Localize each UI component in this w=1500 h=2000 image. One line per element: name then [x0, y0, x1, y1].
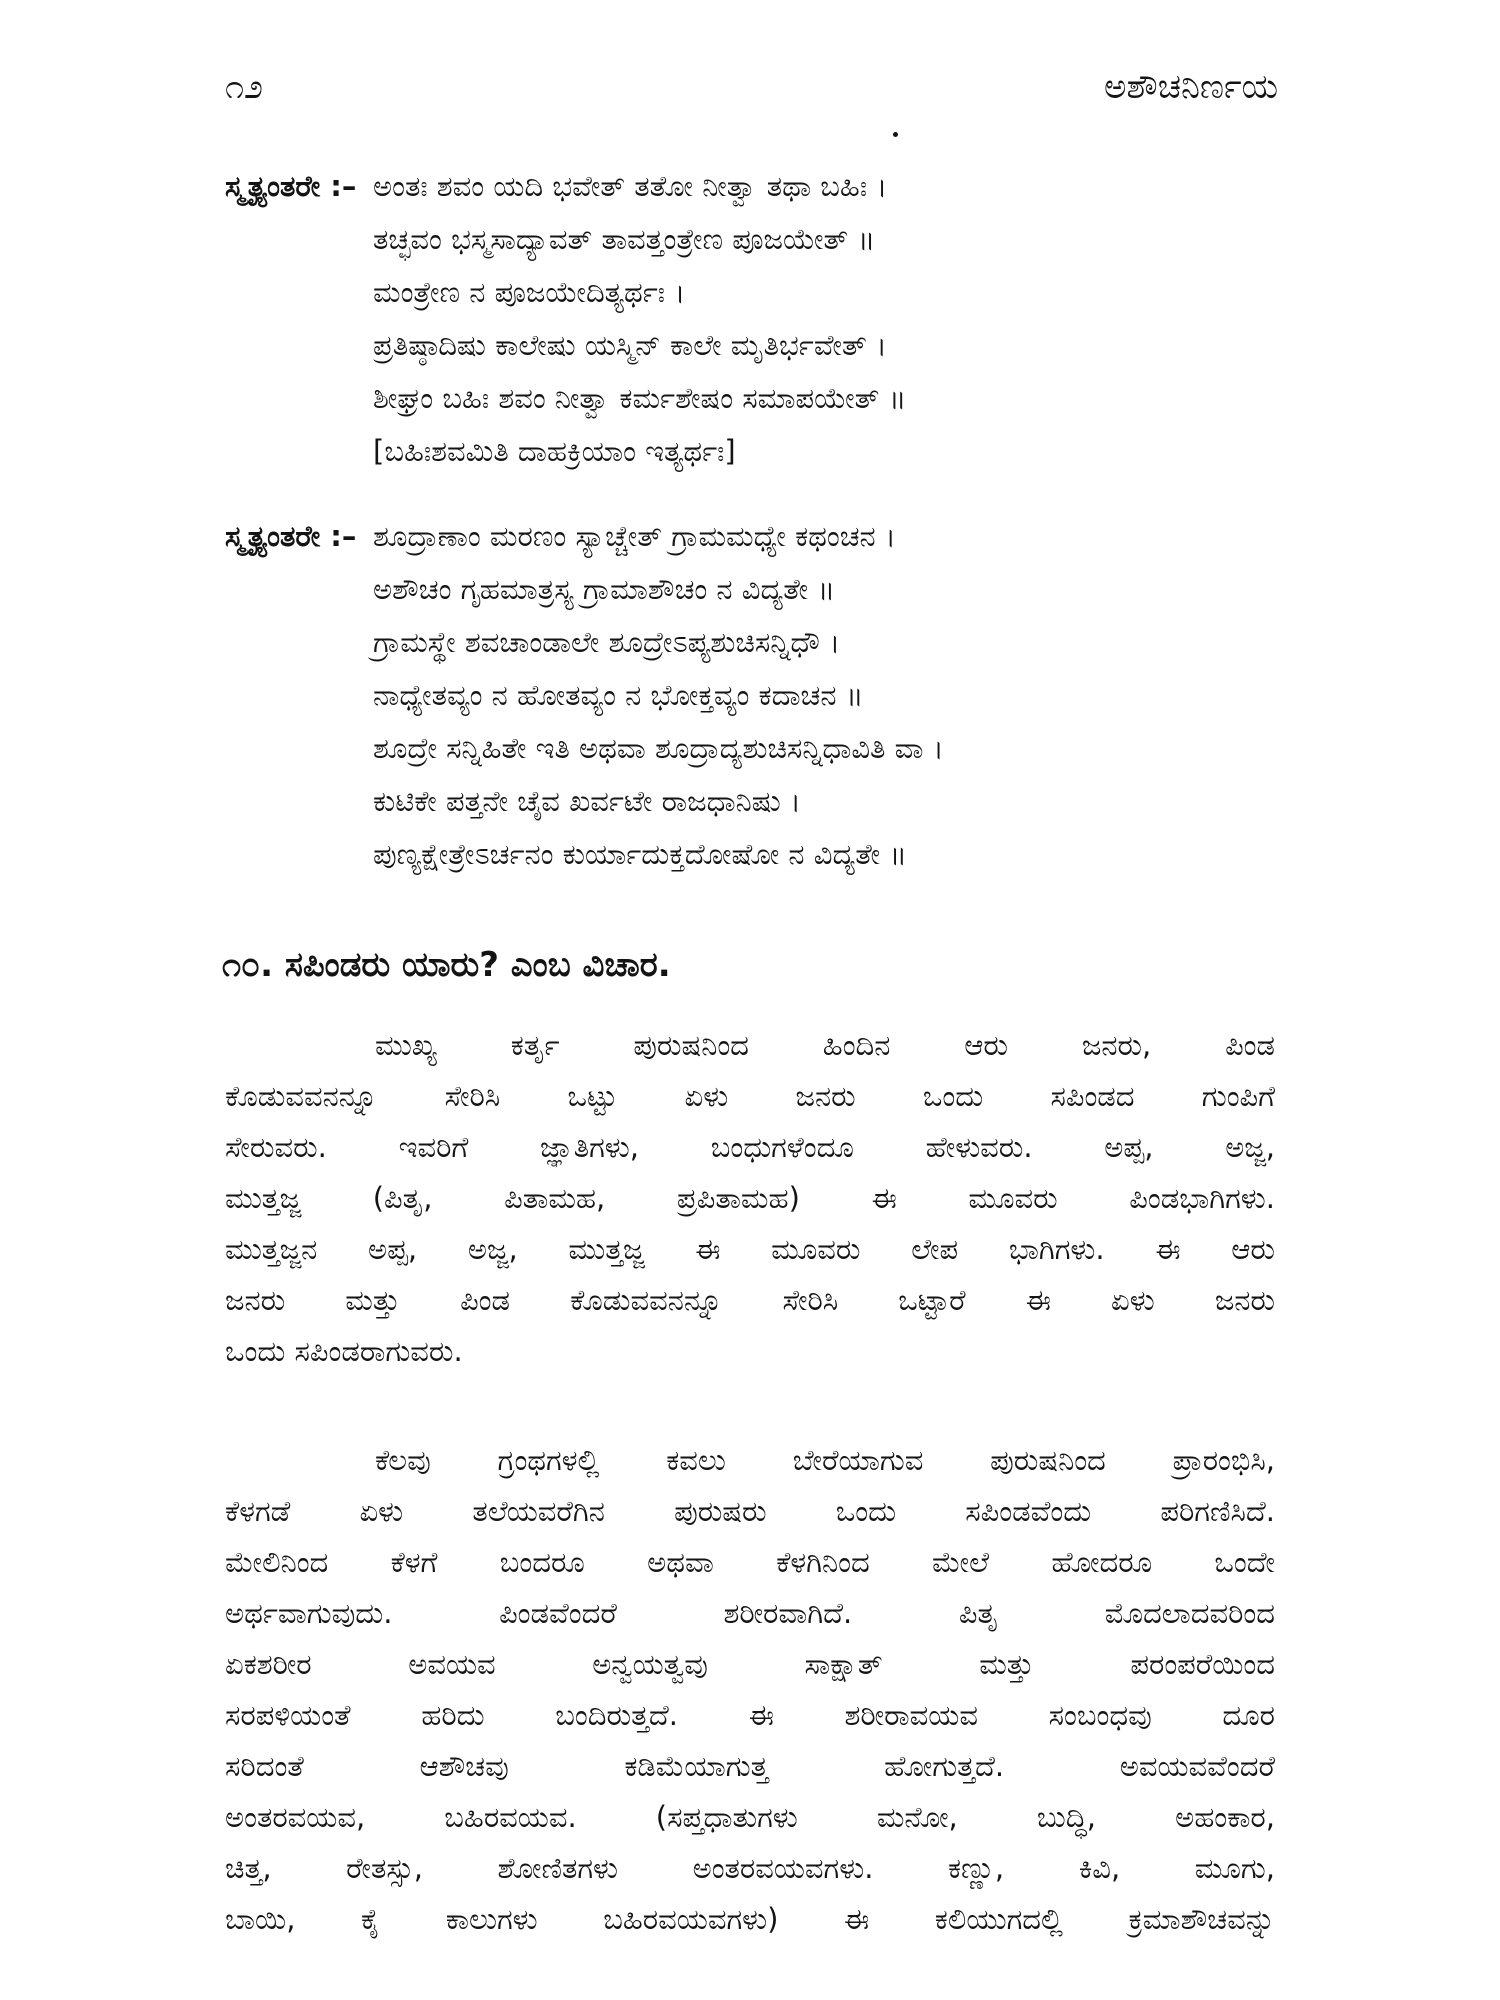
- paragraph-line: ಬಾಯಿ, ಕೈ ಕಾಲುಗಳು ಬಹಿರವಯವಗಳು) ಈ ಕಲಿಯುಗದಲ್ಲಿ ಕ್ರಮಾಶೌಚವನ್ನು: [225, 1902, 1275, 1936]
- verse-line: ಕುಟಿಕೇ ಪತ್ತನೇ ಚೈವ ಖರ್ವಟೇ ರಾಜಧಾನಿಷು ।: [373, 784, 801, 818]
- verse-label: ಸ್ಮೃತ್ಯಂತರೇ :–: [225, 169, 357, 203]
- paragraph-line: ಮೇಲಿನಿಂದ ಕೆಳಗೆ ಬಂದರೂ ಅಥವಾ ಕೆಳಗಿನಿಂದ ಮೇಲೆ ಹೋದರೂ ಒಂದೇ: [225, 1545, 1275, 1579]
- paragraph-line: ಕೆಲವು ಗ್ರಂಥಗಳಲ್ಲಿ ಕವಲು ಬೇರೆಯಾಗುವ ಪುರುಷನಿಂದ ಪ್ರಾರಂಭಿಸಿ,: [375, 1443, 1275, 1477]
- paragraph-line: ಜನರು ಮತ್ತು ಪಿಂಡ ಕೊಡುವವನನ್ನೂ ಸೇರಿಸಿ ಒಟ್ಟಾರೆ ಈ ಏಳು ಜನರು: [225, 1283, 1275, 1317]
- verse-line: ಪ್ರತಿಷ್ಠಾದಿಷು ಕಾಲೇಷು ಯಸ್ಮಿನ್ ಕಾಲೇ ಮೃತಿರ್ಭವೇತ್ ।: [373, 328, 887, 362]
- paragraph-line: ಏಕಶರೀರ ಅವಯವ ಅನ್ವಯತ್ವವು ಸಾಕ್ಷಾತ್ ಮತ್ತು ಪರಂಪರೆಯಿಂದ: [225, 1647, 1275, 1681]
- verse-line: ಗ್ರಾಮಸ್ಥೇ ಶವಚಾಂಡಾಲೇ ಶೂದ್ರೇಽಪ್ಯಶುಚಿಸನ್ನಿಧೌ ।: [373, 625, 841, 659]
- paragraph-1: [225, 1020, 1275, 1377]
- paragraph-line: ಒಂದು ಸಪಿಂಡರಾಗುವರು.: [225, 1334, 463, 1368]
- paragraph-2: [225, 1435, 1275, 1945]
- paragraph-line: ಸೇರುವರು. ಇವರಿಗೆ ಜ್ಞಾತಿಗಳು, ಬಂಧುಗಳೆಂದೂ ಹೇಳುವರು. ಅಪ್ಪ, ಅಜ್ಜ,: [225, 1130, 1275, 1164]
- page-number: ೧೨: [225, 67, 264, 107]
- paragraph-line: ಅರ್ಥವಾಗುವುದು. ಪಿಂಡವೆಂದರೆ ಶರೀರವಾಗಿದೆ. ಪಿತೃ ಮೊದಲಾದವರಿಂದ: [225, 1596, 1275, 1630]
- page-header: [225, 62, 1278, 112]
- verse-line: [225, 160, 906, 213]
- paragraph-line: ಚಿತ್ತ, ರೇತಸ್ಸು, ಶೋಣಿತಗಳು ಅಂತರವಯವಗಳು. ಕಣ್ಣು, ಕಿವಿ, ಮೂಗು,: [225, 1851, 1275, 1885]
- verse-block-1: [225, 160, 906, 478]
- paragraph-line: ಅಂತರವಯವ, ಬಹಿರವಯವ. (ಸಪ್ತಧಾತುಗಳು ಮನೋ, ಬುದ್ಧಿ, ಅಹಂಕಾರ,: [225, 1800, 1275, 1834]
- paragraph-line: ಮುತ್ತಜ್ಜ (ಪಿತೃ, ಪಿತಾಮಹ, ಪ್ರಪಿತಾಮಹ) ಈ ಮೂವರು ಪಿಂಡಭಾಗಿಗಳು.: [225, 1181, 1275, 1215]
- paragraph-line: ಮುತ್ತಜ್ಜನ ಅಪ್ಪ, ಅಜ್ಜ, ಮುತ್ತಜ್ಜ ಈ ಮೂವರು ಲೇಪ ಭಾಗಿಗಳು. ಈ ಆರು: [225, 1232, 1275, 1266]
- verse-line: ಶೀಘ್ರಂ ಬಹಿಃ ಶವಂ ನೀತ್ವಾ ಕರ್ಮಶೇಷಂ ಸಮಾಪಯೇತ್ ॥: [373, 381, 907, 415]
- verse-line: ನಾಧ್ಯೇತವ್ಯಂ ನ ಹೋತವ್ಯಂ ನ ಭೋಕ್ತವ್ಯಂ ಕದಾಚನ ॥: [373, 678, 864, 712]
- section-heading: ೧೦. ಸಪಿಂಡರು ಯಾರು? ಎಂಬ ವಿಚಾರ.: [222, 945, 671, 985]
- verse-block-2: [225, 510, 944, 881]
- stray-dot: [893, 132, 898, 137]
- paragraph-line: ಮುಖ್ಯ ಕರ್ತೃ ಪುರುಷನಿಂದ ಹಿಂದಿನ ಆರು ಜನರು, ಪಿಂಡ: [375, 1028, 1275, 1062]
- verse-label: ಸ್ಮೃತ್ಯಂತರೇ :–: [225, 519, 357, 553]
- running-title: ಅಶೌಚನಿರ್ಣಯ: [1104, 67, 1278, 107]
- verse-text: ಅಂತಃ ಶವಂ ಯದಿ ಭವೇತ್ ತತೋ ನೀತ್ವಾ ತಥಾ ಬಹಿಃ ।: [373, 169, 888, 203]
- verse-line: [225, 510, 944, 563]
- verse-line: ಶೂದ್ರೇ ಸನ್ನಿಹಿತೇ ಇತಿ ಅಥವಾ ಶೂದ್ರಾದ್ಯಶುಚಿಸನ್ನಿಧಾವಿತಿ ವಾ ।: [373, 731, 944, 765]
- verse-line: [ಬಹಿಃಶವಮಿತಿ ದಾಹಕ್ರಿಯಾಂ ಇತ್ಯರ್ಥಃ]: [373, 434, 736, 468]
- verse-line: ಅಶೌಚಂ ಗೃಹಮಾತ್ರಸ್ಯ ಗ್ರಾಮಾಶೌಚಂ ನ ವಿದ್ಯತೇ ॥: [373, 572, 836, 606]
- paragraph-line: ಕೊಡುವವನನ್ನೂ ಸೇರಿಸಿ ಒಟ್ಟು ಏಳು ಜನರು ಒಂದು ಸಪಿಂಡದ ಗುಂಪಿಗೆ: [225, 1079, 1275, 1113]
- verse-line: ಮಂತ್ರೇಣ ನ ಪೂಜಯೇದಿತ್ಯರ್ಥಃ ।: [373, 275, 686, 309]
- paragraph-line: ಸರಿದಂತೆ ಆಶೌಚವು ಕಡಿಮೆಯಾಗುತ್ತ ಹೋಗುತ್ತದೆ. ಅವಯವವೆಂದರೆ: [225, 1749, 1275, 1783]
- verse-text: ಶೂದ್ರಾಣಾಂ ಮರಣಂ ಸ್ಯಾಚ್ಚೇತ್ ಗ್ರಾಮಮಧ್ಯೇ ಕಥಂಚನ ।: [373, 519, 896, 553]
- verse-line: ಪುಣ್ಯಕ್ಷೇತ್ರೇಽರ್ಚನಂ ಕುರ್ಯಾದುಕ್ತದೋಷೋ ನ ವಿದ್ಯತೇ ॥: [373, 837, 907, 871]
- paragraph-line: ಕೆಳಗಡೆ ಏಳು ತಲೆಯವರೆಗಿನ ಪುರುಷರು ಒಂದು ಸಪಿಂಡವೆಂದು ಪರಿಗಣಿಸಿದೆ.: [225, 1494, 1275, 1528]
- verse-line: ತಚ್ಛವಂ ಭಸ್ಮಸಾದ್ಯಾವತ್ ತಾವತ್ತಂತ್ರೇಣ ಪೂಜಯೇತ್ ॥: [373, 222, 876, 256]
- paragraph-line: ಸರಪಳಿಯಂತೆ ಹರಿದು ಬಂದಿರುತ್ತದೆ. ಈ ಶರೀರಾವಯವ ಸಂಬಂಧವು ದೂರ: [225, 1698, 1275, 1732]
